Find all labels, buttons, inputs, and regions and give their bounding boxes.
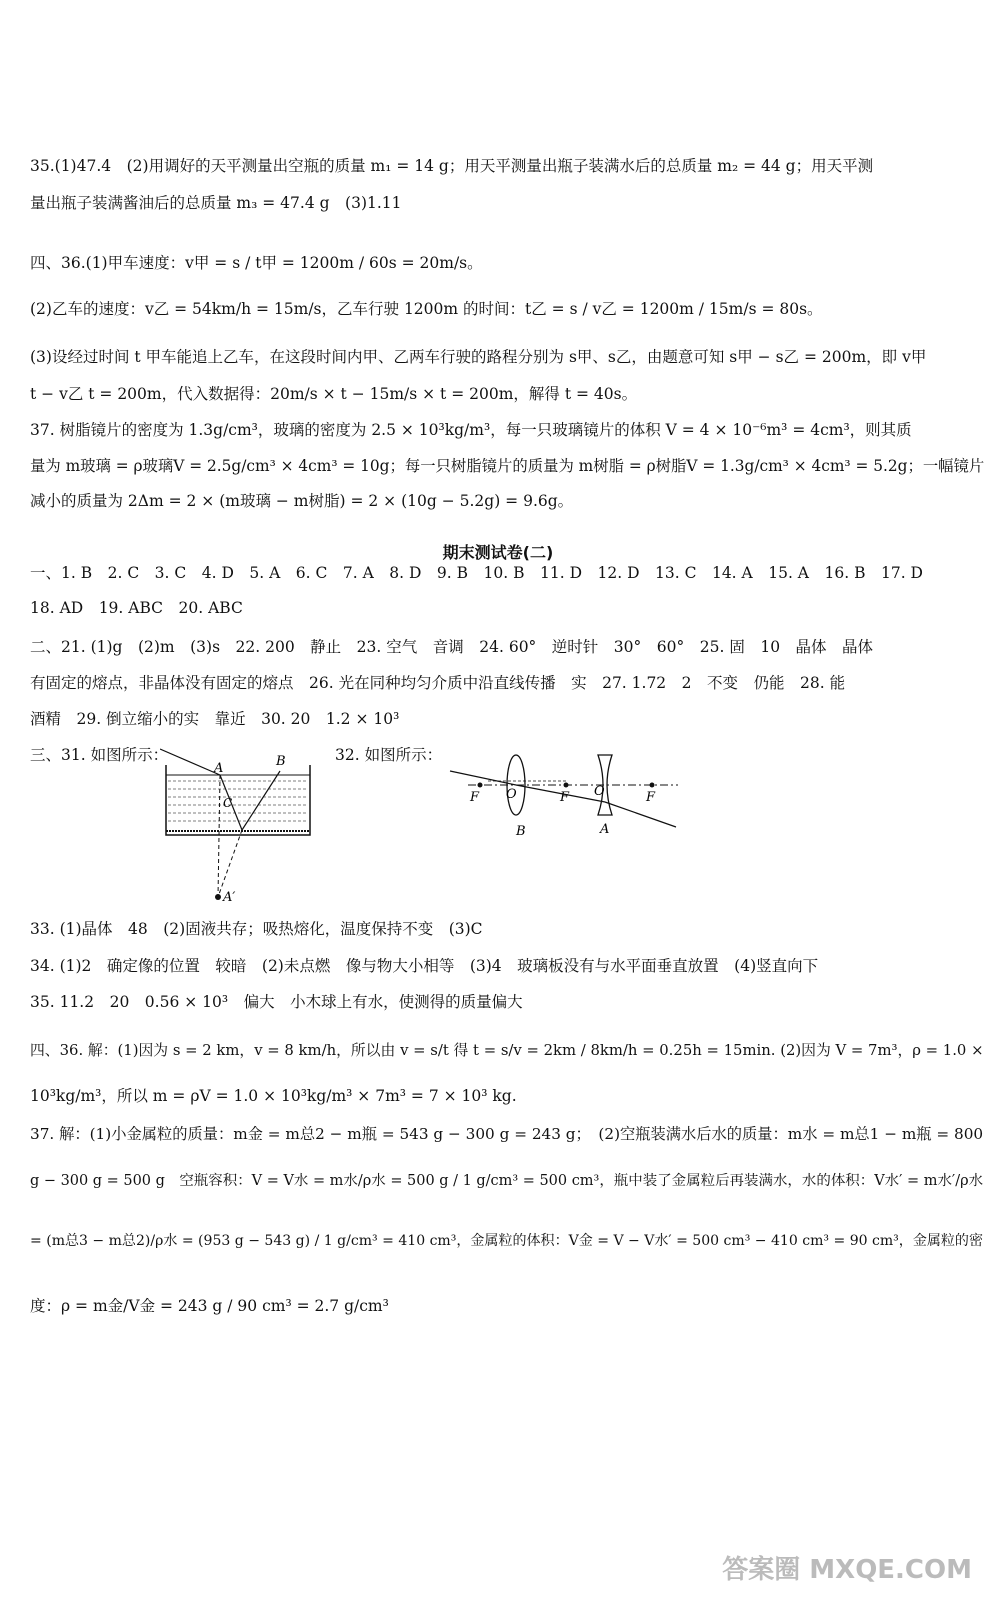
line-36b: 10³kg/m³，所以 m = ρV = 1.0 × 10³kg/m³ × 7m³ = 7 × 10³ kg. <box>30 1087 517 1105</box>
fig31-label-c: C <box>223 796 233 810</box>
line-37-b: g − 300 g = 500 g 空瓶容积：V = V水 = m水/ρ水 = 500 g / 1 g/cm³ = 500 cm³，瓶中装了金属粒后再装满水，水的体积：V水′ = m水′/ρ水 <box>30 1173 984 1189</box>
fig32-label-b: B <box>516 824 526 839</box>
line-36-1: 四、36.(1)甲车速度：v甲 = s / t甲 = 1200m / 60s = 20m/s。 <box>30 254 483 272</box>
line-fill-2: 有固定的熔点，非晶体没有固定的熔点 26. 光在同种均匀介质中沿直线传播 实 27. 1.72 2 不变 仍能 28. 能 <box>30 674 846 692</box>
fig32-label-f2: F <box>560 790 570 805</box>
line-37c: 减小的质量为 2Δm = 2 × (m玻璃 − m树脂) = 2 × (10g − 5.2g) = 9.6g。 <box>30 492 574 510</box>
line-36a: 四、36. 解：(1)因为 s = 2 km，v = 8 km/h，所以由 v = s/t 得 t = s/v = 2km / 8km/h = 0.25h = 15min. (2)因为 V = 7m³，ρ = 1.0 × <box>30 1042 984 1059</box>
line-37a: 37. 树脂镜片的密度为 1.3g/cm³，玻璃的密度为 2.5 × 10³kg/m³，每一只玻璃镜片的体积 V = 4 × 10⁻⁶m³ = 4cm³，则其质 <box>30 421 912 439</box>
line-37-c: = (m总3 − m总2)/ρ水 = (953 g − 543 g) / 1 g/cm³ = 410 cm³，金属粒的体积：V金 = V − V水′ = 500 cm³ − 410 cm³ = 90 cm³，金属粒的密 <box>30 1233 983 1249</box>
line-31-label: 三、31. 如图所示： <box>30 746 169 764</box>
fig32-label-a: A <box>600 822 610 837</box>
line-37-d: 度：ρ = m金/V金 = 243 g / 90 cm³ = 2.7 g/cm³ <box>30 1297 389 1315</box>
line-36-2: (2)乙车的速度：v乙 = 54km/h = 15m/s，乙车行驶 1200m 的时间：t乙 = s / v乙 = 1200m / 15m/s = 80s。 <box>30 300 823 318</box>
line-36-3b: t − v乙 t = 200m，代入数据得：20m/s × t − 15m/s × t = 200m，解得 t = 40s。 <box>30 385 638 403</box>
line-37-a: 37. 解：(1)小金属粒的质量：m金 = m总2 − m瓶 = 543 g − 300 g = 243 g； (2)空瓶装满水后水的质量：m水 = m总1 − m瓶 = 800 <box>30 1125 984 1143</box>
line-37b: 量为 m玻璃 = ρ玻璃V = 2.5g/cm³ × 4cm³ = 10g；每一只树脂镜片的质量为 m树脂 = ρ树脂V = 1.3g/cm³ × 4cm³ = 5.2g；一幅镜片 <box>30 457 985 475</box>
line-33: 33. (1)晶体 48 (2)固液共存；吸热熔化，温度保持不变 (3)C <box>30 920 483 938</box>
section-title: 期末测试卷(二) <box>442 543 554 562</box>
fig32-label-f1: F <box>470 790 480 805</box>
line-35a: 35.(1)47.4 (2)用调好的天平测量出空瓶的质量 m₁ = 14 g；用天平测量出瓶子装满水后的总质量 m₂ = 44 g；用天平测 <box>30 157 874 175</box>
line-35b: 量出瓶子装满酱油后的总质量 m₃ = 47.4 g (3)1.11 <box>30 194 402 212</box>
fig31-label-a-image: A′ <box>223 890 236 905</box>
fig32-label-f3: F <box>646 790 656 805</box>
fig31-label-b: B <box>276 754 286 769</box>
fig31-label-a: A <box>214 761 224 776</box>
line-34: 34. (1)2 确定像的位置 较暗 (2)未点燃 像与物大小相等 (3)4 玻璃板没有与水平面垂直放置 (4)竖直向下 <box>30 957 819 975</box>
figure-31 <box>160 745 360 905</box>
fig32-label-o2: O <box>594 784 605 799</box>
line-36-3a: (3)设经过时间 t 甲车能追上乙车，在这段时间内甲、乙两车行驶的路程分别为 s甲、s乙，由题意可知 s甲 − s乙 = 200m，即 v甲 <box>30 348 927 366</box>
line-35: 35. 11.2 20 0.56 × 10³ 偏大 小木球上有水，使测得的质量偏大 <box>30 993 523 1011</box>
line-fill-1: 二、21. (1)g (2)m (3)s 22. 200 静止 23. 空气 音调 24. 60° 逆时针 30° 60° 25. 固 10 晶体 晶体 <box>30 638 874 656</box>
line-choice-2: 18. AD 19. ABC 20. ABC <box>30 599 243 617</box>
line-fill-3: 酒精 29. 倒立缩小的实 靠近 30. 20 1.2 × 10³ <box>30 710 400 728</box>
watermark: 答案圈 MXQE.COM <box>722 1555 972 1585</box>
line-32-label: 32. 如图所示： <box>335 746 443 764</box>
figure-32 <box>448 745 688 845</box>
line-choice-1: 一、1. B 2. C 3. C 4. D 5. A 6. C 7. A 8. D 9. B 10. B 11. D 12. D 13. C 14. A 15. A 16. B 17. D <box>30 564 923 582</box>
fig32-label-o1: O <box>506 787 517 802</box>
